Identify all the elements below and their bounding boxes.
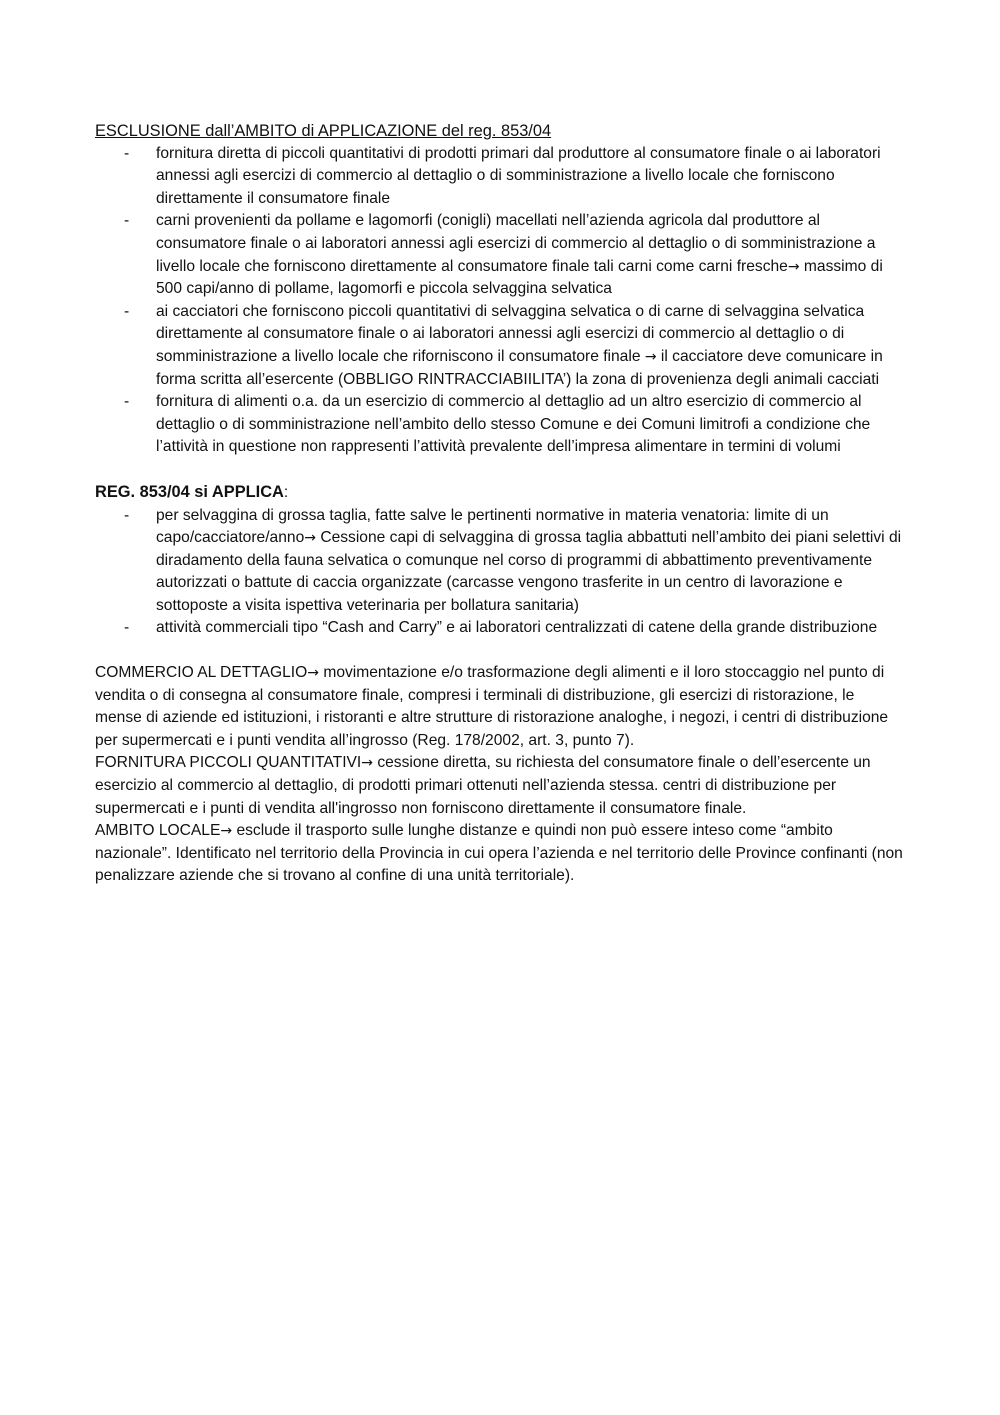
definition-term: COMMERCIO AL DETTAGLIO: [95, 664, 308, 682]
applies-heading-line: [95, 481, 905, 505]
list-item: [95, 210, 905, 300]
list-item-text: fornitura di alimenti o.a. da un esercizio di commercio al dettaglio ad un altro esercizio di commercio al dettaglio o di somministrazione nell’ambito dello stesso Comune e dei Comuni limitrofi a condizione che l’attività in questione non rappresenti l’attività prevalente dell’impresa alimentare in termini di volumi: [156, 393, 871, 456]
arrow-icon: →: [304, 530, 316, 547]
list-item-text: attività commerciali tipo “Cash and Carry” e ai laboratori centralizzati di catene della grande distribuzione: [156, 619, 878, 637]
bullet-dash: -: [124, 212, 130, 230]
definition-local-scope: [95, 820, 905, 888]
arrow-icon: →: [220, 823, 233, 840]
exclusion-heading: ESCLUSIONE dall’AMBITO di APPLICAZIONE del reg. 853/04: [95, 122, 552, 140]
list-item: [95, 143, 905, 211]
bullet-dash: -: [124, 506, 130, 524]
definition-text: esclude il trasporto sulle lunghe distanze e quindi non può essere inteso come “ambito nazionale”. Identificato nel territorio della Provincia in cui opera l’azienda e nel territorio delle Province confinanti (non penalizzare aziende che si trovano al confine di una unità territoriale).: [95, 822, 903, 885]
applies-heading-colon: :: [283, 483, 289, 501]
definition-text: movimentazione e/o trasformazione degli alimenti e il loro stoccaggio nel punto di vendita o di consegna al consumatore finale, compresi i terminali di distribuzione, gli esercizi di ristorazione, le mense di aziende ed istituzioni, i ristoranti e altre strutture di ristorazione analoghe, i negozi, i centri di distribuzione per supermercati e i punti vendita all’ingrosso (Reg. 178/2002, art. 3, punto 7).: [95, 664, 889, 749]
section-spacer: [95, 459, 905, 481]
bullet-dash: -: [124, 144, 130, 162]
definition-retail: [95, 662, 905, 752]
definition-text: cessione diretta, su richiesta del consumatore finale o dell’esercente un esercizio al commercio al dettaglio, di prodotti primari ottenuti nell’azienda stessa. centri di distribuzione per supermercati e i punti di vendita all'ingrosso non forniscono direttamente il consumatore finale.: [95, 754, 871, 817]
arrow-icon: →: [644, 348, 657, 365]
list-item-text: per selvaggina di grossa taglia, fatte salve le pertinenti normative in materia venatoria: limite di un capo/cacciatore/anno: [156, 506, 829, 547]
applies-list: [95, 505, 905, 641]
list-item: [95, 301, 905, 391]
arrow-icon: →: [307, 665, 320, 682]
applies-heading: REG. 853/04 si APPLICA: [95, 482, 284, 501]
arrow-icon: →: [361, 755, 373, 772]
exclusion-list: [95, 143, 905, 459]
list-item-text-continued: massimo di 500 capi/anno di pollame, lagomorfi e piccola selvaggina selvatica: [156, 257, 883, 298]
list-item-text: ai cacciatori che forniscono piccoli quantitativi di selvaggina selvatica o di carne di selvaggina selvatica direttamente al consumatore finale o ai laboratori annessi agli esercizi di commercio al dettaglio o di somministrazione a livello locale che riforniscono il consumatore finale: [156, 302, 865, 365]
list-item: [95, 505, 905, 618]
list-item-text-continued: Cessione capi di selvaggina di grossa taglia abbattuti nell’ambito dei piani selettivi di diradamento della fauna selvatica o comunque nel corso di programmi di abbattimento preventivamente autorizzati o battute di caccia organizzate (carcasse vengono trasferite in un centro di lavorazione e sottoposte a visita ispettiva veterinaria per bollatura sanitaria): [156, 529, 902, 614]
bullet-dash: -: [124, 393, 130, 411]
list-item: [95, 617, 905, 640]
definition-small-quantities: [95, 752, 905, 820]
list-item-text: fornitura diretta di piccoli quantitativi di prodotti primari dal produttore al consumatore finale o ai laboratori annessi agli esercizi di commercio al dettaglio o di somministrazione a livello locale che forniscono direttamente il consumatore finale: [156, 144, 881, 207]
bullet-dash: -: [124, 302, 130, 320]
document-body: [95, 120, 905, 888]
bullet-dash: -: [124, 619, 130, 637]
list-item: [95, 391, 905, 459]
list-item-text: carni provenienti da pollame e lagomorfi (conigli) macellati nell’azienda agricola dal produttore al consumatore finale o ai laboratori annessi agli esercizi di commercio al dettaglio o di somministrazione a livello locale che forniscono direttamente al consumatore finale tali carni come carni fresche: [156, 212, 876, 275]
definition-term: FORNITURA PICCOLI QUANTITATIVI: [95, 754, 362, 772]
definition-term: AMBITO LOCALE: [95, 822, 221, 840]
section-spacer: [95, 640, 905, 662]
arrow-icon: →: [787, 258, 800, 275]
list-item-text-continued: il cacciatore deve comunicare in forma scritta all’esercente (OBBLIGO RINTRACCIABIILITA’) la zona di provenienza degli animali cacciati: [156, 347, 883, 388]
